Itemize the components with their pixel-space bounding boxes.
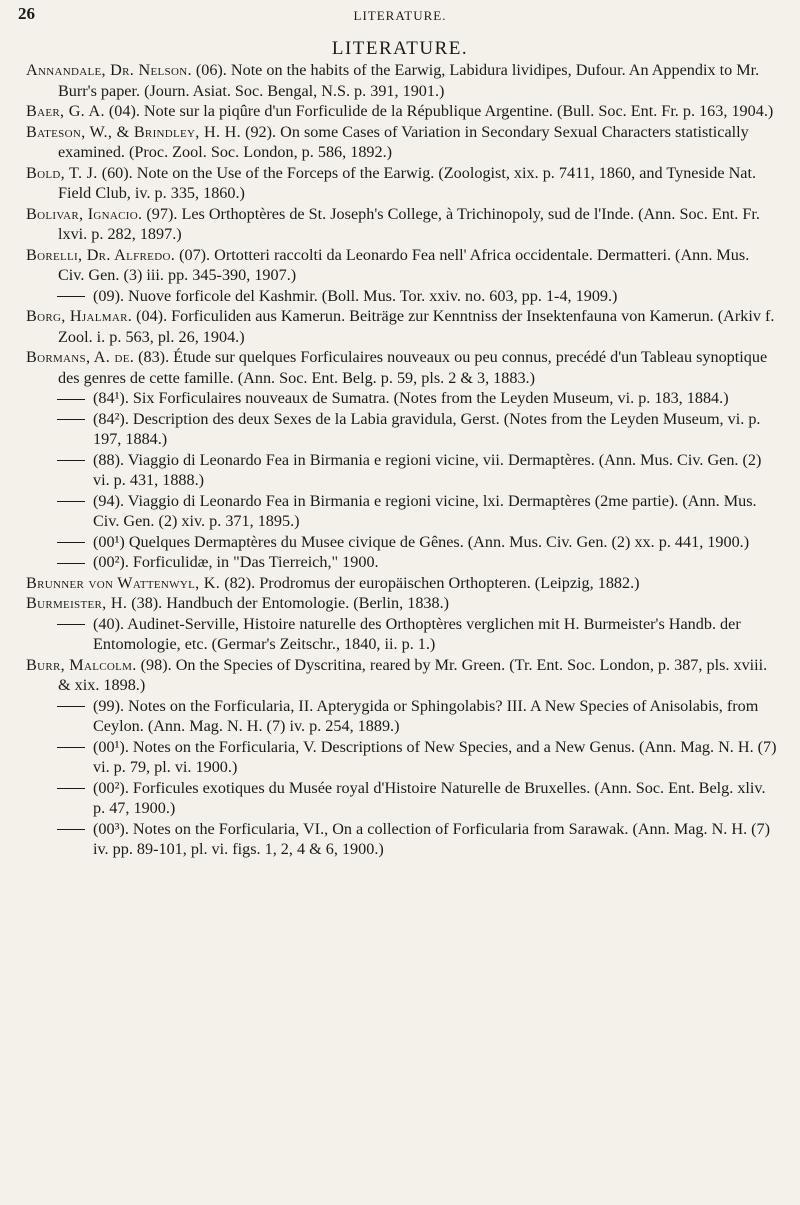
entry-text: (60). Note on the Use of the Forceps of the Earwig. (Zoologist, xix. p. 7411, 1860, and Tyneside Nat. Field Club, iv. p. 335, 1860.) bbox=[58, 163, 757, 202]
entry-author: Baer, G. A. bbox=[26, 102, 105, 120]
entry-text: (00³). Notes on the Forficularia, VI., On a collection of Forficularia from Sarawak. (Ann. Mag. N. H. (7) iv. pp. 89-101, pl. vi. figs. 1, 2, 4 & 6, 1900.) bbox=[93, 819, 771, 858]
entry-author: Bolivar, Ignacio. bbox=[26, 204, 143, 223]
entry-text: (38). Handbuch der Entomologie. (Berlin, 1838.) bbox=[127, 594, 450, 612]
ditto-rule bbox=[57, 542, 85, 543]
bibliography-entry bbox=[26, 573, 778, 594]
entry-author: Borelli, Dr. Alfredo. bbox=[26, 245, 176, 264]
entry-text: (04). Note sur la piqûre d'un Forficulide de la République Argentine. (Bull. Soc. Ent. Fr. p. 163, 1904.) bbox=[104, 102, 774, 120]
entry-author: Bold, T. J. bbox=[26, 163, 98, 182]
bibliography-subentry bbox=[26, 614, 778, 655]
bibliography-entry bbox=[26, 655, 778, 696]
entry-text: (00¹) Quelques Dermaptères du Musee civique de Gênes. (Ann. Mus. Civ. Gen. (2) xx. p. 441, 1900.) bbox=[93, 532, 750, 551]
ditto-rule bbox=[57, 460, 85, 461]
bibliography-list bbox=[26, 60, 778, 860]
entry-text: (00²). Forficulidæ, in "Das Tierreich," 1900. bbox=[93, 553, 379, 571]
bibliography-subentry bbox=[26, 450, 778, 491]
bibliography-entry bbox=[26, 204, 778, 245]
entry-text: (99). Notes on the Forficularia, II. Apterygida or Sphingolabis? III. A New Species of Anisolabis, from Ceylon. (Ann. Mag. N. H. (7) iv. p. 254, 1889.) bbox=[93, 696, 759, 735]
bibliography-entry bbox=[26, 306, 778, 347]
entry-text: (09). Nuove forficole del Kashmir. (Boll. Mus. Tor. xxiv. no. 603, pp. 1-4, 1909.) bbox=[93, 286, 618, 305]
bibliography-subentry bbox=[26, 532, 778, 553]
entry-text: (04). Forficuliden aus Kamerun. Beiträge zur Kenntniss der Insektenfauna von Kamerun. (Arkiv f. Zool. i. p. 563, pl. 26, 1904.) bbox=[58, 307, 775, 346]
page-number: 26 bbox=[18, 4, 35, 23]
entry-text: (00²). Forficules exotiques du Musée royal d'Histoire Naturelle de Bruxelles. (Ann. Soc. Ent. Belg. xliv. p. 47, 1900.) bbox=[93, 778, 766, 817]
entry-text: (82). Prodromus der europäischen Orthopteren. (Leipzig, 1882.) bbox=[220, 573, 640, 592]
bibliography-entry bbox=[26, 163, 778, 204]
bibliography-subentry bbox=[26, 552, 778, 573]
entry-text: (83). Étude sur quelques Forficulaires nouveaux ou peu connus, precédé d'un Tableau synoptique des genres de cette famille. (Ann. Soc. Ent. Belg. p. 59, pls. 2 & 3, 1883.) bbox=[58, 348, 768, 387]
bibliography-subentry bbox=[26, 778, 778, 819]
bibliography-subentry bbox=[26, 286, 778, 307]
ditto-rule bbox=[57, 419, 85, 420]
ditto-rule bbox=[57, 829, 85, 830]
ditto-rule bbox=[57, 399, 85, 400]
entry-text: (84²). Description des deux Sexes de la Labia gravidula, Gerst. (Notes from the Leyden Museum, vi. p. 197, 1884.) bbox=[93, 409, 761, 448]
bibliography-entry bbox=[26, 593, 778, 614]
bibliography-subentry bbox=[26, 696, 778, 737]
entry-text: (98). On the Species of Dyscritina, reared by Mr. Green. (Tr. Ent. Soc. London, p. 387, pls. xviii. & xix. 1898.) bbox=[58, 655, 768, 694]
entry-text: (07). Ortotteri raccolti da Leonardo Fea nell' Africa occidentale. Dermatteri. (Ann. Mus. Civ. Gen. (3) iii. pp. 345-390, 1907.) bbox=[58, 245, 750, 284]
entry-text: (00¹). Notes on the Forficularia, V. Descriptions of New Species, and a New Genus. (Ann. Mag. N. H. (7) vi. p. 79, pl. vi. 1900.) bbox=[93, 737, 777, 776]
entry-text: (40). Audinet-Serville, Histoire naturelle des Orthoptères verglichen mit H. Burmeister's Handb. der Entomologie, etc. (Germar's Zeitschr., 1840, ii. p. 1.) bbox=[93, 614, 741, 653]
entry-author: Bormans, A. de. bbox=[26, 348, 135, 366]
ditto-rule bbox=[57, 501, 85, 502]
entry-text: (06). Note on the habits of the Earwig, Labidura lividipes, Dufour. An Appendix to Mr. Burr's paper. (Journ. Asiat. Soc. Bengal, N.S. p. 391, 1901.) bbox=[58, 61, 760, 100]
section-title: LITERATURE. bbox=[331, 38, 469, 59]
ditto-rule bbox=[57, 747, 85, 748]
entry-text: (88). Viaggio di Leonardo Fea in Birmania e regioni vicine, vii. Dermaptères. (Ann. Mus. Civ. Gen. (2) vi. p. 431, 1888.) bbox=[93, 450, 762, 489]
bibliography-entry bbox=[26, 347, 778, 388]
entry-text: (84¹). Six Forficulaires nouveaux de Sumatra. (Notes from the Leyden Museum, vi. p. 183, 1884.) bbox=[93, 389, 729, 407]
entry-author: Brunner von Wattenwyl, K. bbox=[26, 573, 221, 592]
ditto-rule bbox=[57, 624, 85, 625]
bibliography-subentry bbox=[26, 819, 778, 860]
bibliography-entry bbox=[26, 122, 778, 163]
ditto-rule bbox=[57, 788, 85, 789]
bibliography-entry bbox=[26, 60, 778, 101]
entry-author: Burmeister, H. bbox=[26, 594, 128, 612]
bibliography-subentry bbox=[26, 491, 778, 532]
ditto-rule bbox=[57, 296, 85, 297]
entry-author: Annandale, Dr. Nelson. bbox=[26, 61, 192, 79]
entry-author: Borg, Hjalmar. bbox=[26, 307, 133, 325]
ditto-rule bbox=[57, 706, 85, 707]
bibliography-entry bbox=[26, 101, 778, 122]
entry-text: (97). Les Orthoptères de St. Joseph's College, à Trichinopoly, sud de l'Inde. (Ann. Soc. Ent. Fr. lxvi. p. 282, 1897.) bbox=[58, 204, 760, 243]
running-head: LITERATURE. bbox=[353, 8, 447, 23]
entry-text: (94). Viaggio di Leonardo Fea in Birmania e regioni vicine, lxi. Dermaptères (2me partie). (Ann. Mus. Civ. Gen. (2) xiv. p. 371, 1895.) bbox=[93, 491, 757, 530]
bibliography-subentry bbox=[26, 737, 778, 778]
ditto-rule bbox=[57, 563, 85, 564]
bibliography-subentry bbox=[26, 409, 778, 450]
entry-author: Bateson, W., & Brindley, H. H. bbox=[26, 122, 242, 141]
bibliography-entry bbox=[26, 245, 778, 286]
entry-author: Burr, Malcolm. bbox=[26, 655, 137, 674]
bibliography-subentry bbox=[26, 388, 778, 409]
entry-text: (92). On some Cases of Variation in Secondary Sexual Characters statistically examined. (Proc. Zool. Soc. London, p. 586, 1892.) bbox=[58, 122, 749, 161]
